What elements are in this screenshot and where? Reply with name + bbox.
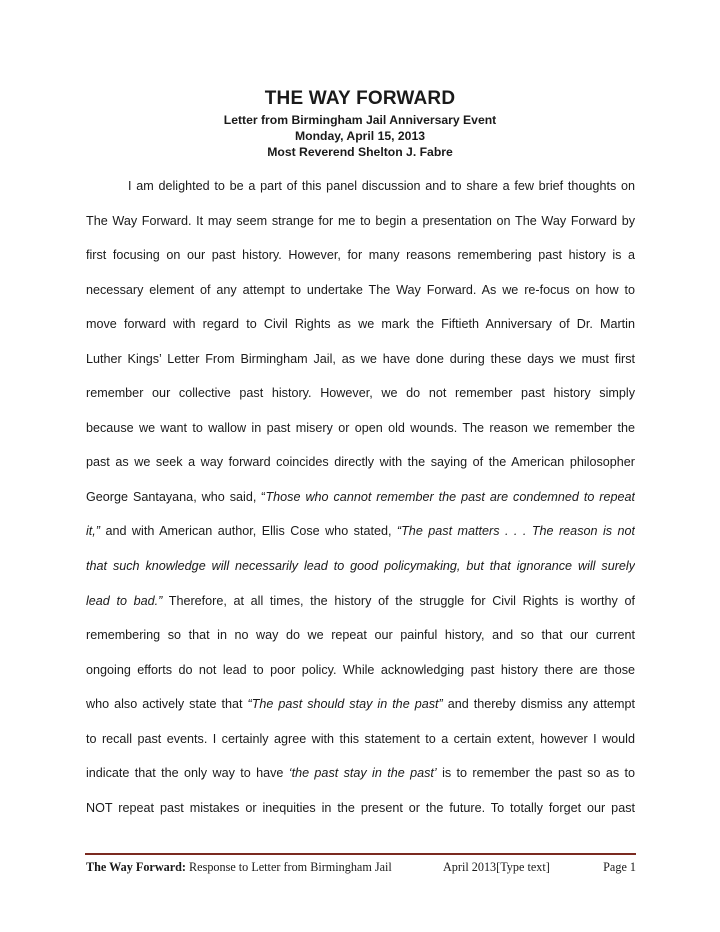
paragraph-line: NOT repeat past mistakes or inequities in the present or the future. To totally forget our past (86, 800, 635, 815)
line-segment: indicate that the only way to have (86, 766, 289, 781)
paragraph-line (86, 591, 635, 626)
santayana-quote-end: it,” (86, 524, 100, 539)
line-segment: and with American author, Ellis Cose who stated, (100, 524, 397, 539)
paragraph-line: necessary element of any attempt to undertake The Way Forward. As we re-focus on how to (86, 282, 635, 297)
paragraph-line: I am delighted to be a part of this panel discussion and to share a few brief thoughts on (128, 179, 635, 193)
date-subtitle: Monday, April 15, 2013 (294, 129, 426, 143)
cose-quote-end: lead to bad.” (86, 593, 163, 608)
document-header (0, 86, 720, 160)
paragraph-line: past as we seek a way forward coincides directly with the saying of the American philosopher (86, 455, 635, 470)
author-subtitle: Most Reverend Shelton J. Fabre (267, 145, 453, 159)
paragraph-line (86, 487, 635, 522)
footer-bold-title: The Way Forward: (86, 860, 186, 874)
footer-rule (85, 853, 636, 855)
footer-title (86, 860, 392, 874)
event-subtitle: Letter from Birmingham Jail Anniversary Event (223, 113, 497, 127)
footer-date: April 2013[Type text] (443, 860, 550, 874)
paragraph-line: to recall past events. I certainly agree with this statement to a certain extent, however I would (86, 731, 635, 746)
document-title: THE WAY FORWARD (264, 88, 456, 109)
page-footer (86, 857, 636, 877)
paragraph-line: because we want to wallow in past misery or open old wounds. The reason we remember the (86, 420, 635, 435)
paragraph-line: move forward with regard to Civil Rights as we mark the Fiftieth Anniversary of Dr. Martin (86, 317, 635, 332)
cose-quote-cont: that such knowledge will necessarily lead to good policymaking, but that ignorance will surely (86, 559, 635, 574)
past-quote: “The past should stay in the past” (247, 697, 443, 712)
line-segment: who also actively state that (86, 697, 248, 712)
body-text (86, 176, 635, 832)
paragraph-line: ongoing efforts do not lead to poor policy. While acknowledging past history there are those (86, 662, 635, 677)
footer-subtitle: Response to Letter from Birmingham Jail (185, 860, 392, 874)
paragraph-line (86, 763, 635, 798)
paragraph-line: Luther Kings’ Letter From Birmingham Jail, as we have done during these days we must first (86, 351, 635, 366)
paragraph-line (86, 694, 635, 729)
line-segment: is to remember the past so as to (436, 766, 635, 781)
cose-quote: “The past matters . . . The reason is not (396, 524, 635, 539)
line-segment: and thereby dismiss any attempt (442, 697, 635, 712)
line-segment: George Santayana, who said, “ (86, 489, 266, 504)
past-stay-quote: ‘the past stay in the past’ (288, 766, 437, 781)
paragraph-line: remember our collective past history. However, we do not remember past history simply (86, 386, 635, 401)
paragraph-line: first focusing on our past history. However, for many reasons remembering past history is a (86, 248, 635, 263)
line-segment: Therefore, at all times, the history of the struggle for Civil Rights is worthy of (162, 593, 635, 608)
santayana-quote: Those who cannot remember the past are condemned to repeat (265, 489, 635, 504)
paragraph-line: The Way Forward. It may seem strange for me to begin a presentation on The Way Forward by (86, 213, 635, 228)
paragraph-line (86, 556, 635, 591)
page-number: Page 1 (603, 860, 636, 874)
paragraph-line: remembering so that in no way do we repeat our painful history, and so that our current (86, 628, 635, 643)
paragraph-line (86, 521, 635, 556)
